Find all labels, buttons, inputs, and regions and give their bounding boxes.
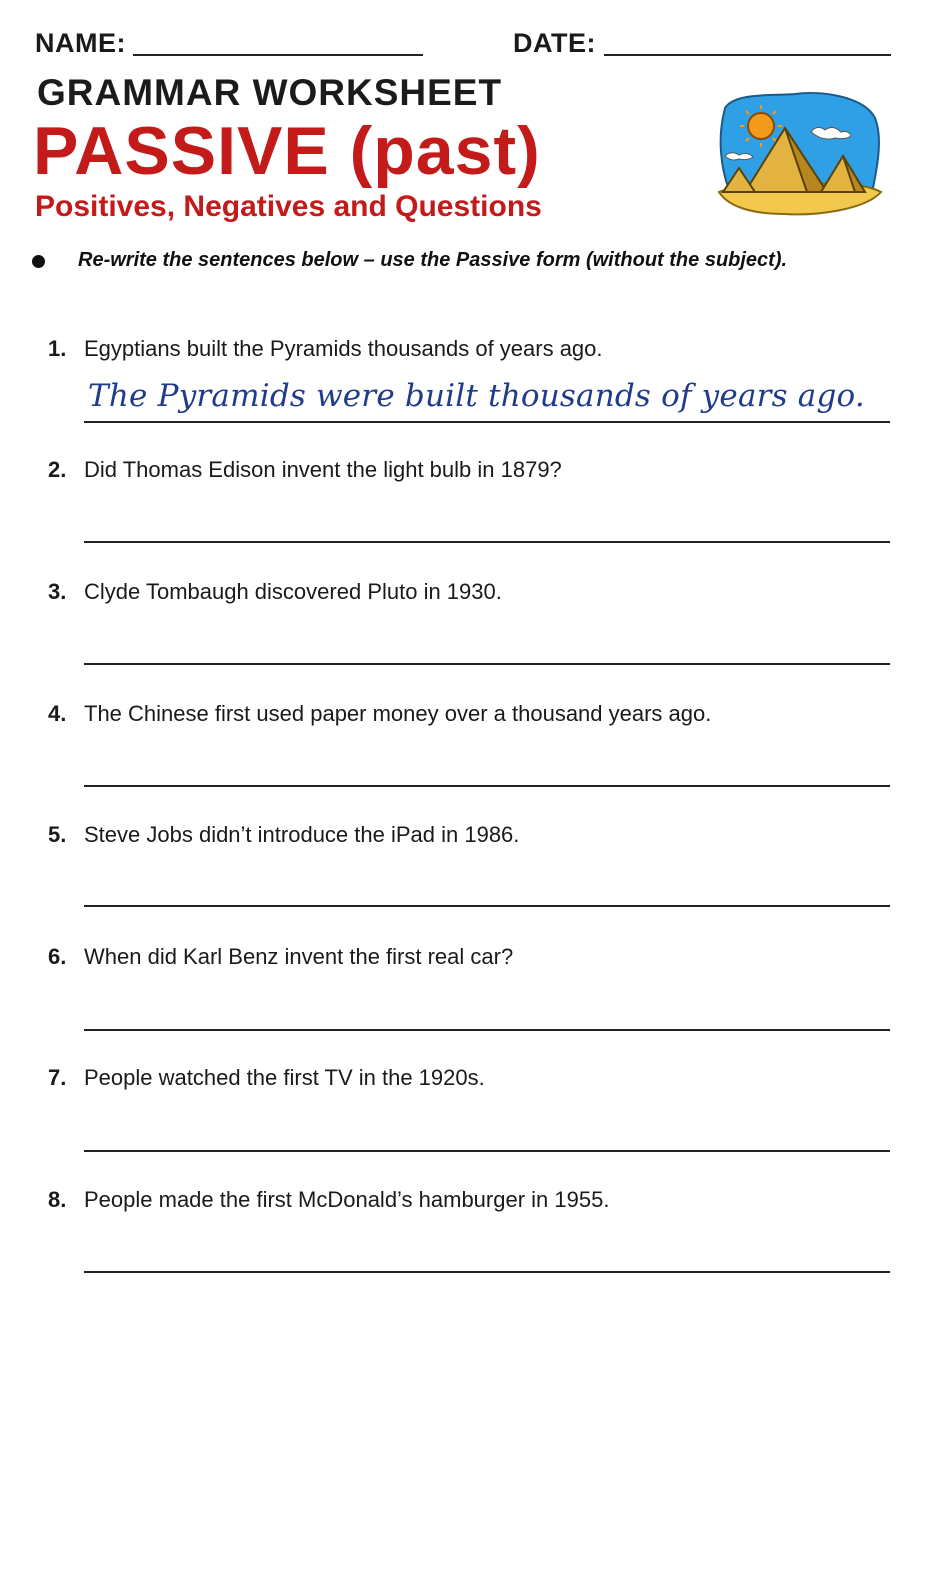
page-subtitle: Positives, Negatives and Questions — [35, 190, 542, 223]
question-number: 6. — [48, 944, 67, 969]
question-text: People made the first McDonald’s hamburger in 1955. — [84, 1187, 610, 1212]
answer-line[interactable] — [84, 785, 890, 787]
question-number: 7. — [48, 1065, 67, 1090]
question-number: 3. — [48, 579, 67, 604]
name-field-line[interactable] — [133, 54, 423, 56]
answer-line[interactable] — [84, 1150, 890, 1152]
question-number: 2. — [48, 457, 67, 482]
answer-line[interactable] — [84, 905, 890, 907]
question-text: The Chinese first used paper money over a thousand years ago. — [84, 701, 712, 726]
question-text: Steve Jobs didn’t introduce the iPad in 1986. — [84, 822, 520, 847]
answer-line[interactable] — [84, 663, 890, 665]
question-text: People watched the first TV in the 1920s. — [84, 1065, 485, 1090]
answer-line[interactable] — [84, 541, 890, 543]
answer-line[interactable] — [84, 421, 890, 423]
question-number: 4. — [48, 701, 67, 726]
instruction-text: Re-write the sentences below – use the Passive form (without the subject). — [78, 249, 788, 271]
name-label: NAME: — [35, 28, 126, 58]
worksheet-title: GRAMMAR WORKSHEET — [37, 72, 503, 113]
bullet-icon — [32, 255, 45, 268]
answer-line[interactable] — [84, 1029, 890, 1031]
pyramids-icon — [715, 88, 885, 220]
question-text: Did Thomas Edison invent the light bulb in 1879? — [84, 457, 562, 482]
page-title: PASSIVE (past) — [33, 113, 541, 189]
question-text: When did Karl Benz invent the first real car? — [84, 944, 514, 969]
question-number: 5. — [48, 822, 67, 847]
question-number: 1. — [48, 336, 67, 361]
handwritten-answer: The Pyramids were built thousands of years ago. — [88, 378, 865, 414]
question-text: Egyptians built the Pyramids thousands of years ago. — [84, 336, 603, 361]
question-number: 8. — [48, 1187, 67, 1212]
date-label: DATE: — [513, 28, 596, 58]
date-field-line[interactable] — [604, 54, 891, 56]
question-text: Clyde Tombaugh discovered Pluto in 1930. — [84, 579, 502, 604]
answer-line[interactable] — [84, 1271, 890, 1273]
